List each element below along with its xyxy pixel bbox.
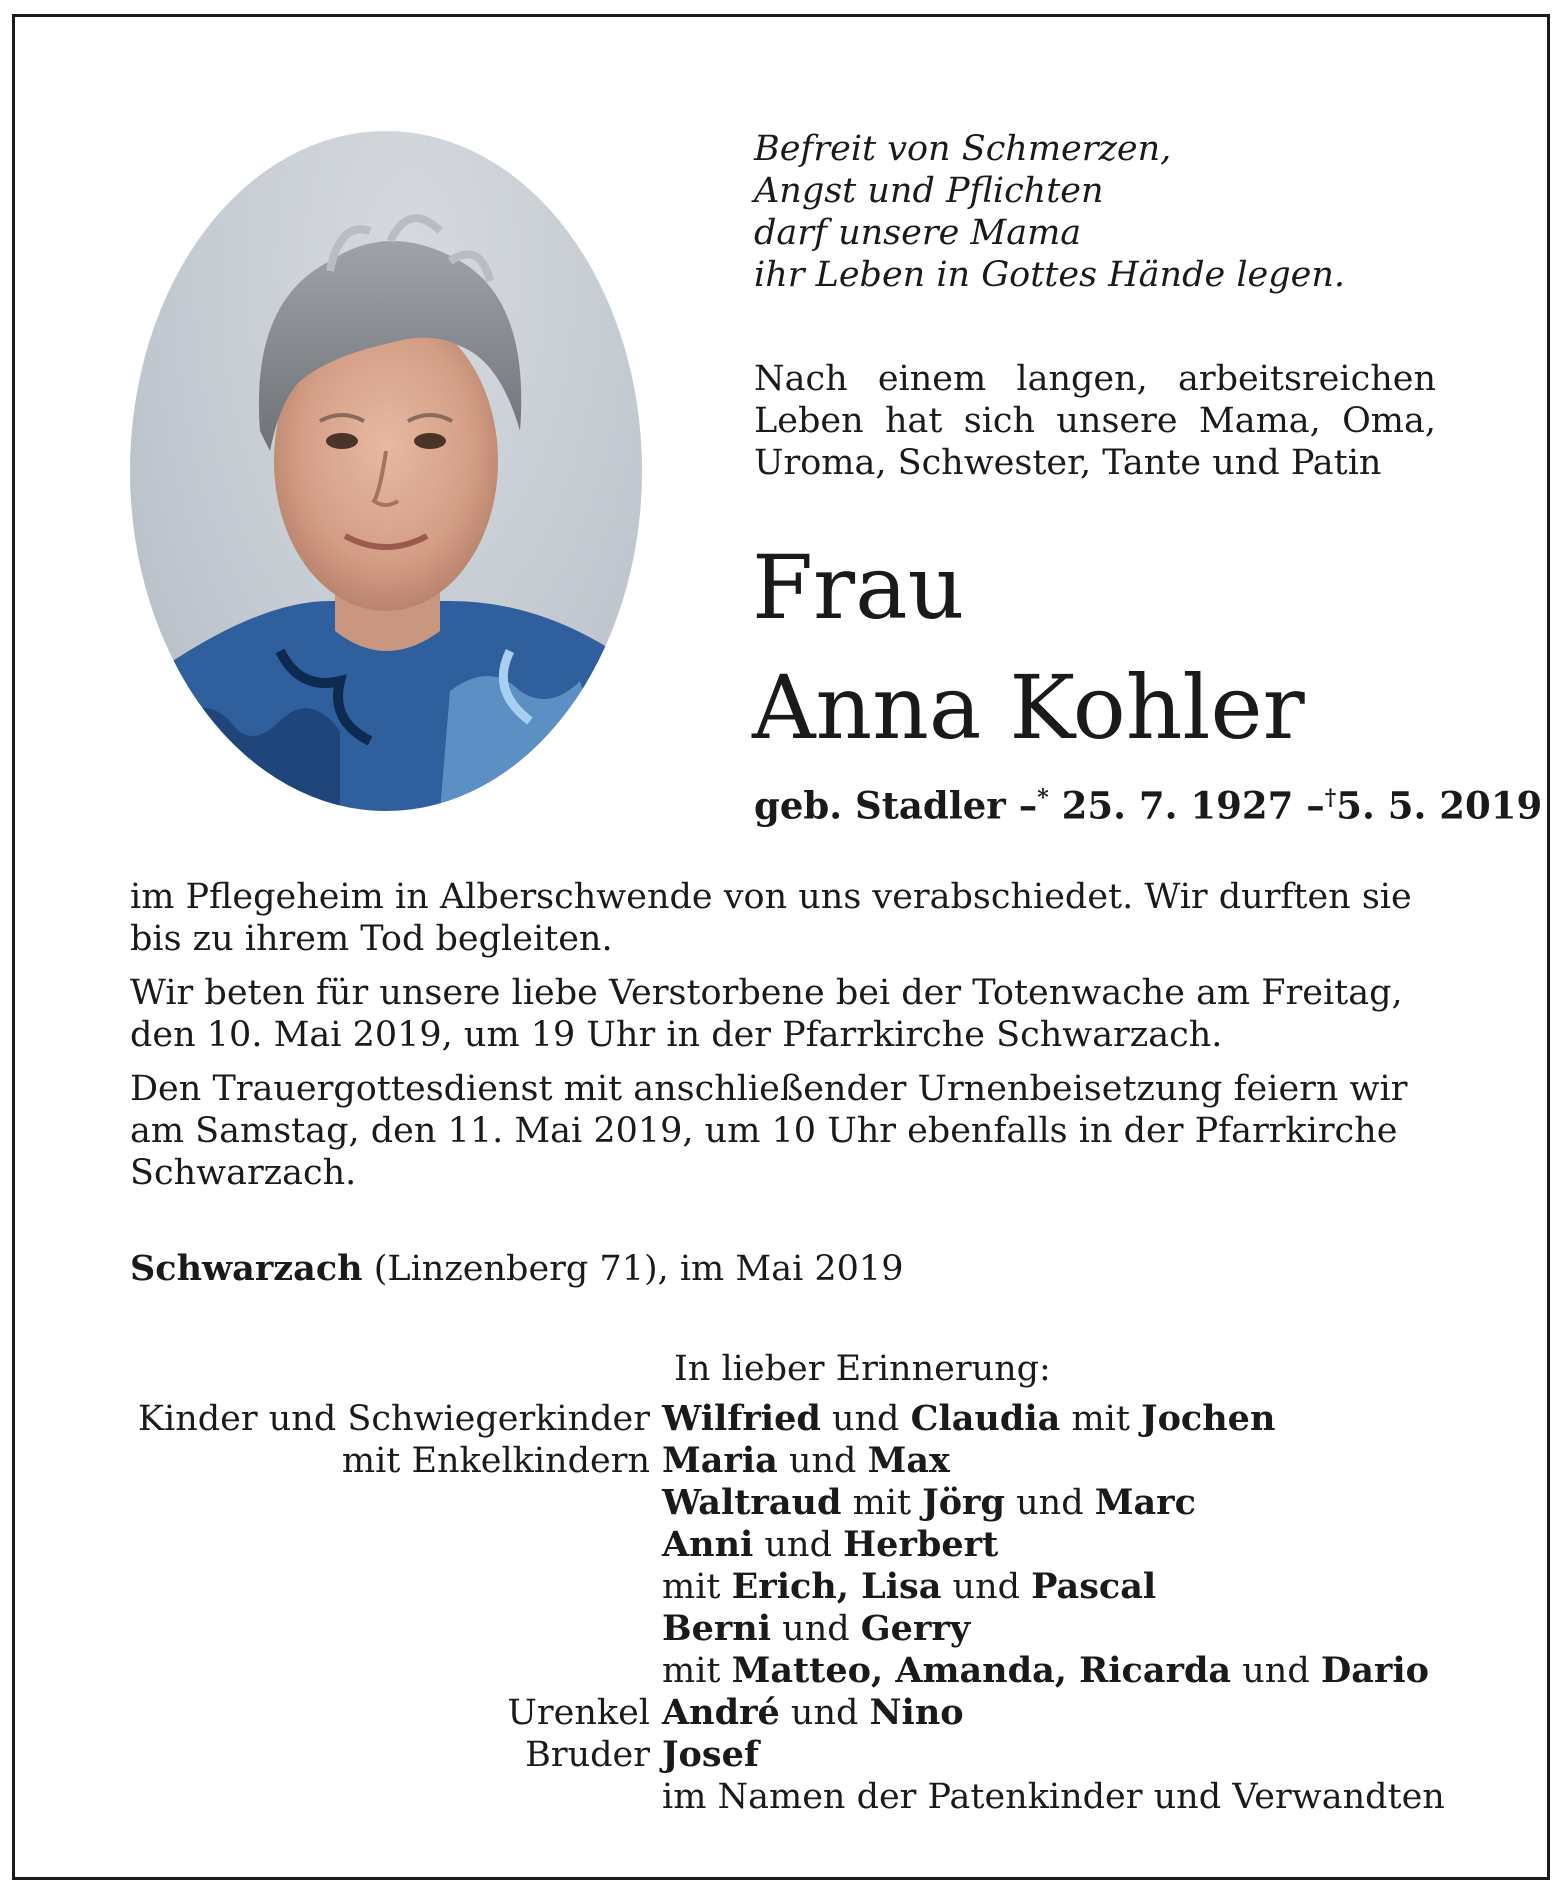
mourner-name: Dario — [1320, 1650, 1429, 1691]
mourner-connector: und — [1231, 1651, 1321, 1691]
mourner-name: André — [662, 1692, 780, 1733]
obituary-body — [130, 876, 1436, 1206]
mourner-names — [662, 1776, 1460, 1818]
mourner-connector: mit — [662, 1567, 732, 1607]
maiden-name: geb. Stadler — [754, 783, 1006, 828]
mourner-name: Jochen — [1141, 1398, 1276, 1439]
mourner-connector: und — [753, 1525, 844, 1565]
mourner-row — [130, 1608, 1460, 1650]
poem-line: darf unsere Mama — [754, 213, 1082, 253]
mourner-relation — [130, 1566, 662, 1608]
mourner-name: Josef — [662, 1734, 759, 1775]
salutation: Frau — [752, 536, 965, 639]
mourner-row — [130, 1734, 1460, 1776]
mourner-connector: mit — [1060, 1399, 1142, 1439]
memory-heading: In lieber Erinnerung: — [674, 1349, 1051, 1389]
mourner-connector: mit — [841, 1483, 923, 1523]
mourner-connector: und — [820, 1399, 911, 1439]
death-date: 5. 5. 2019 — [1336, 783, 1543, 828]
mourner-name: Maria — [662, 1440, 778, 1481]
mourner-row — [130, 1398, 1460, 1440]
mourner-connector: im Namen der Patenkinder und Verwandten — [662, 1777, 1445, 1817]
mourner-relation — [130, 1524, 662, 1566]
mourner-connector: mit — [662, 1651, 732, 1691]
place-town: Schwarzach — [130, 1248, 363, 1289]
mourner-relation: Bruder — [525, 1735, 650, 1775]
portrait-illustration — [130, 131, 642, 811]
mourner-row — [130, 1440, 1460, 1482]
obituary-poem — [754, 128, 1474, 296]
birth-symbol: * — [1037, 785, 1049, 811]
mourner-relation — [130, 1650, 662, 1692]
mourner-relation: Urenkel — [507, 1693, 650, 1733]
mourner-names — [662, 1692, 1460, 1734]
deceased-name: Anna Kohler — [752, 656, 1305, 759]
mourner-relation — [130, 1482, 662, 1524]
mourner-row — [130, 1566, 1460, 1608]
place-rest: (Linzenberg 71), im Mai 2019 — [362, 1249, 904, 1289]
body-paragraph: im Pflegeheim in Alberschwende von uns verabschiedet. Wir durften sie bis zu ihrem Tod begleiten. — [130, 877, 1412, 959]
mourner-relation — [130, 1776, 662, 1818]
mourner-names — [662, 1734, 1460, 1776]
mourner-relation: Kinder und Schwiegerkinder — [137, 1399, 650, 1439]
mourner-name: Herbert — [843, 1524, 999, 1565]
mourner-names — [662, 1398, 1460, 1440]
mourner-names — [662, 1524, 1460, 1566]
mourner-name: Anni — [662, 1524, 754, 1565]
mourner-name: Erich, Lisa — [731, 1566, 942, 1607]
mourner-relation — [130, 1608, 662, 1650]
mourner-name: Marc — [1094, 1482, 1196, 1523]
mourner-row — [130, 1650, 1460, 1692]
mourner-relation: mit Enkelkindern — [341, 1441, 650, 1481]
mourner-connector: und — [779, 1693, 870, 1733]
mourners-list — [130, 1398, 1460, 1818]
mourner-names — [662, 1650, 1460, 1692]
body-paragraph: Wir beten für unsere liebe Verstorbene bei der Totenwache am Freitag, den 10. Mai 2019, um 19 Uhr in der Pfarrkirche Schwarzach. — [130, 973, 1403, 1055]
body-paragraph: Den Trauergottesdienst mit anschließender Urnenbeisetzung feiern wir am Samstag, den 11. Mai 2019, um 10 Uhr ebenfalls in der Pfarrkirche Schwarzach. — [130, 1069, 1408, 1193]
mourner-connector: und — [1004, 1483, 1095, 1523]
intro-text: Nach einem langen, arbeitsreichen Leben hat sich unsere Mama, Oma, Uroma, Schwester, Tante und Patin — [754, 359, 1436, 483]
date-separator: – — [1306, 783, 1325, 828]
mourner-names — [662, 1482, 1460, 1524]
life-dates — [754, 776, 1542, 827]
mourner-names — [662, 1566, 1460, 1608]
mourner-connector: und — [941, 1567, 1032, 1607]
mourner-name: Berni — [662, 1608, 772, 1649]
poem-line: ihr Leben in Gottes Hände legen. — [754, 255, 1346, 295]
poem-line: Angst und Pflichten — [754, 171, 1104, 211]
mourner-names — [662, 1440, 1460, 1482]
mourner-name: Pascal — [1031, 1566, 1157, 1607]
mourner-row — [130, 1524, 1460, 1566]
mourner-connector: und — [777, 1441, 868, 1481]
date-separator: – — [1018, 783, 1038, 828]
mourner-name: Nino — [869, 1692, 964, 1733]
place-and-date — [130, 1248, 903, 1290]
birth-date: 25. 7. 1927 — [1061, 783, 1294, 828]
mourner-name: Claudia — [910, 1398, 1061, 1439]
mourner-name: Matteo, Amanda, Ricarda — [731, 1650, 1232, 1691]
mourner-row — [130, 1482, 1460, 1524]
mourner-row — [130, 1692, 1460, 1734]
mourner-name: Jörg — [922, 1482, 1005, 1523]
mourner-name: Max — [867, 1440, 950, 1481]
mourner-name: Waltraud — [662, 1482, 842, 1523]
mourner-connector: und — [771, 1609, 861, 1649]
death-symbol: † — [1324, 785, 1337, 811]
mourner-names — [662, 1608, 1460, 1650]
poem-line: Befreit von Schmerzen, — [754, 129, 1172, 169]
portrait-photo — [130, 131, 642, 811]
mourner-name: Gerry — [860, 1608, 971, 1649]
mourner-row — [130, 1776, 1460, 1818]
mourner-name: Wilfried — [662, 1398, 821, 1439]
